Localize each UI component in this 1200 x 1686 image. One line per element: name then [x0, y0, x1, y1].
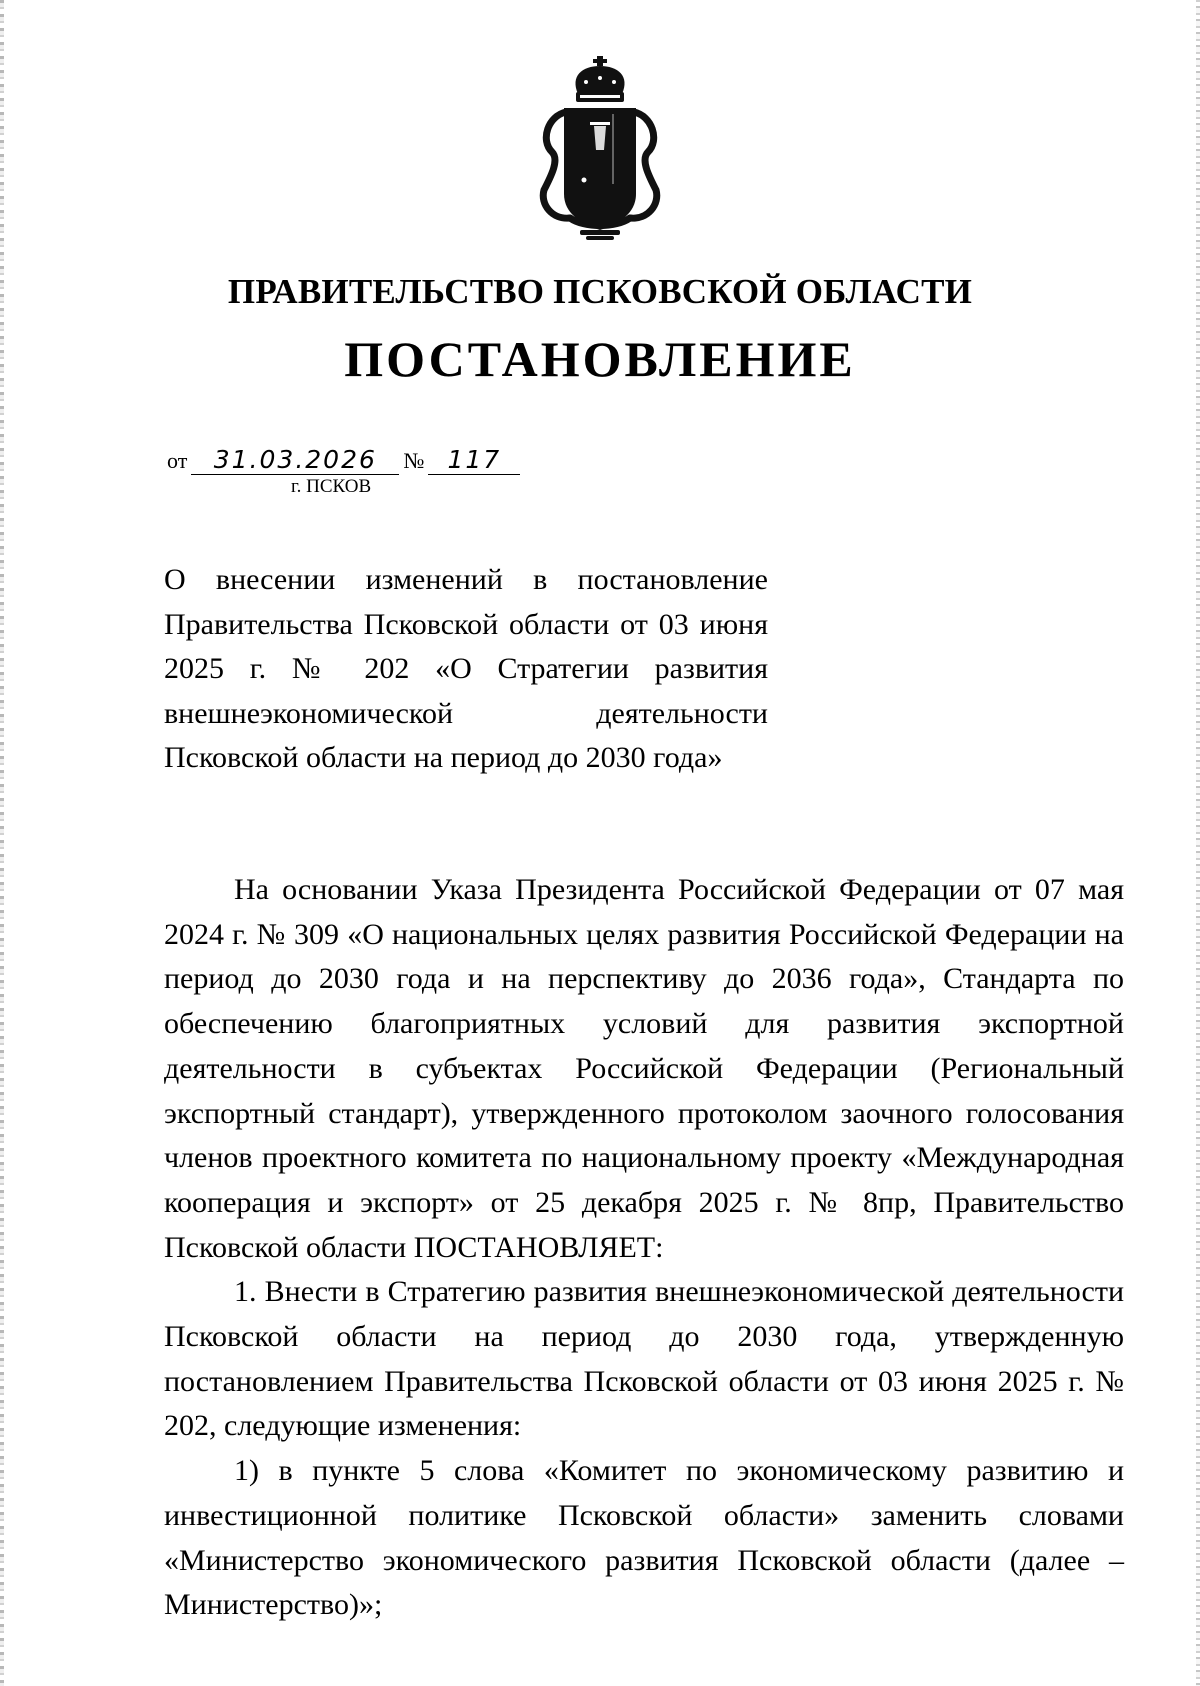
document-type-title: ПОСТАНОВЛЕНИЕ [344, 331, 856, 387]
organization-title: ПРАВИТЕЛЬСТВО ПСКОВСКОЙ ОБЛАСТИ [227, 272, 973, 311]
item-1-paragraph: 1. Внести в Стратегию развития внешнеэкономической деятельности Псковской области на период до 2030 года, утвержденную постановлением Правительства Псковской области от 03 июня 2025 г. № 202, следующие изменения: [164, 1275, 1124, 1443]
scan-edge-right [1196, 0, 1200, 1686]
document-body [164, 868, 1124, 1628]
dateline [167, 446, 524, 475]
document-date: 31.03.2026 [191, 446, 399, 475]
pskov-coat-of-arms-icon [530, 54, 670, 244]
document-number: 117 [428, 446, 520, 475]
city-label: г. ПСКОВ [291, 476, 372, 497]
preamble-paragraph: На основании Указа Президента Российской Федерации от 07 мая 2024 г. № 309 «О национальных целях развития Российской Федерации на период до 2030 года и на перспективу до 2036 года», Стандарта по обеспечению благоприятных условий для развития экспортной деятельности в субъектах Российской Федерации (Региональный экспортный стандарт), утвержденного протоколом заочного голосования членов проектного комитета по национальному проекту «Международная кооперация и экспорт» от 25 декабря 2025 г. № 8пр, Правительство Псковской области ПОСТАНОВЛЯЕТ: [164, 873, 1124, 1264]
date-prefix-label: от [167, 448, 188, 473]
number-sign-label: № [403, 448, 425, 473]
scan-edge-left [0, 0, 4, 1686]
subitem-1-paragraph: 1) в пункте 5 слова «Комитет по экономическому развитию и инвестиционной политике Псковской области» заменить словами «Министерство экономического развития Псковской области (далее – Министерство)»; [164, 1454, 1124, 1622]
document-subject: О внесении изменений в постановление Правительства Псковской области от 03 июня 2025 г. № 202 «О Стратегии развития внешнеэкономической деятельности Псковской области на период до 2030 года» [164, 563, 768, 774]
